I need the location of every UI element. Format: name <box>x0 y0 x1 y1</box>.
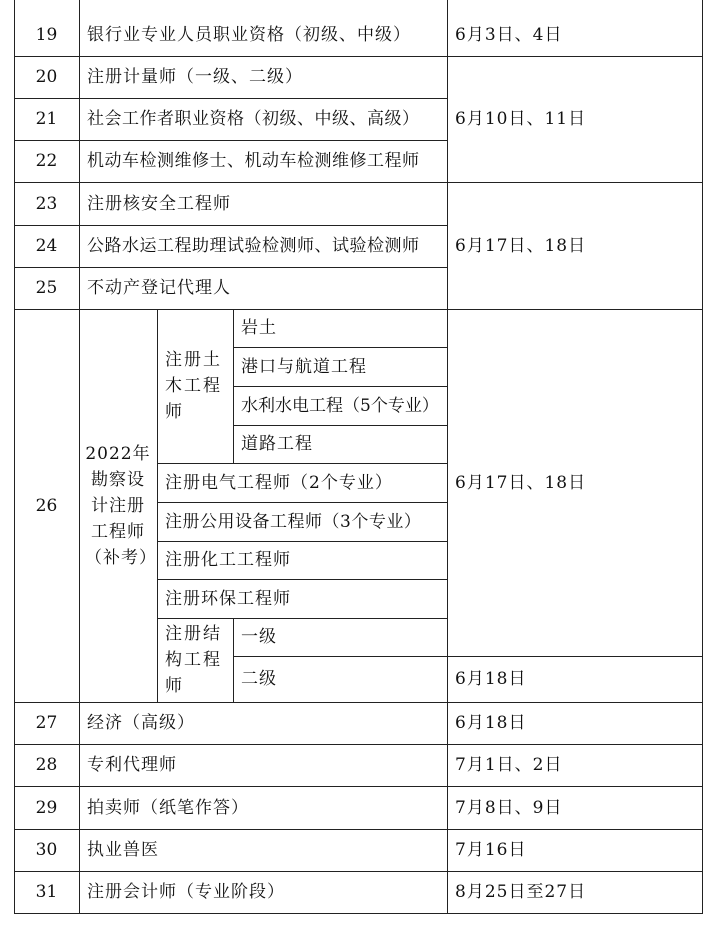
exam-name: 公路水运工程助理试验检测师、试验检测师 <box>87 236 420 256</box>
exam-date: 6月3日、4日 <box>455 25 563 45</box>
grid-line <box>14 871 703 872</box>
exam-date: 6月17日、18日 <box>455 472 587 493</box>
row-number: 24 <box>35 236 58 256</box>
exam-date: 7月16日 <box>455 840 527 860</box>
exam-date: 8月25日至27日 <box>455 882 587 902</box>
exam-date: 6月17日、18日 <box>455 235 587 256</box>
grid-line <box>14 829 703 830</box>
grid-line <box>157 463 448 464</box>
grid-line <box>14 744 703 745</box>
exam-name: 执业兽医 <box>87 840 159 860</box>
grid-line <box>157 579 448 580</box>
grid-line <box>157 541 448 542</box>
row-number: 19 <box>35 25 58 45</box>
exam-name: 专利代理师 <box>87 755 177 775</box>
grid-line <box>14 702 703 703</box>
exam-name: 注册会计师（专业阶段） <box>87 882 285 902</box>
exam-name: 机动车检测维修士、机动车检测维修工程师 <box>87 151 420 171</box>
exam-date: 6月18日 <box>455 669 527 689</box>
grid-line <box>157 502 448 503</box>
grid-line <box>79 0 80 913</box>
row-number: 28 <box>35 755 58 775</box>
exam-name: 不动产登记代理人 <box>87 278 231 298</box>
row-number: 27 <box>35 713 58 733</box>
row-number: 23 <box>35 193 58 214</box>
exam-date: 6月18日 <box>455 713 527 733</box>
grid-line <box>233 618 234 702</box>
row-number: 20 <box>35 67 58 87</box>
grid-line <box>14 140 448 141</box>
row-number: 30 <box>35 840 58 860</box>
row-number: 26 <box>35 495 58 516</box>
grid-line <box>14 56 703 57</box>
grid-line <box>14 913 703 914</box>
exam-name: 注册核安全工程师 <box>87 193 231 214</box>
grid-line <box>14 0 15 913</box>
exam-subject: 注册环保工程师 <box>165 588 291 609</box>
exam-date: 7月8日、9日 <box>455 797 563 818</box>
structural-engineer-group: 注册结构工程师 <box>165 624 222 696</box>
exam-date: 6月10日、11日 <box>455 109 587 129</box>
grid-line <box>14 267 448 268</box>
grid-line <box>157 618 448 619</box>
exam-subject: 一级 <box>241 627 277 647</box>
exam-subject: 注册公用设备工程师（3个专业） <box>165 511 422 532</box>
exam-name: 注册计量师（一级、二级） <box>87 67 303 87</box>
row-number: 25 <box>35 278 58 298</box>
exam-name: 社会工作者职业资格（初级、中级、高级） <box>87 109 420 129</box>
exam-name: 银行业专业人员职业资格（初级、中级） <box>87 25 411 45</box>
row-number: 22 <box>35 151 58 171</box>
row-number: 31 <box>35 882 58 902</box>
exam-subject: 道路工程 <box>241 434 313 454</box>
exam-subject: 注册电气工程师（2个专业） <box>165 472 393 493</box>
row-number: 29 <box>35 797 58 818</box>
grid-line <box>233 425 448 426</box>
grid-line <box>14 98 448 99</box>
grid-line <box>14 786 703 787</box>
grid-line <box>702 0 703 913</box>
exam-subject: 二级 <box>241 669 277 689</box>
exam-subject: 水利水电工程（5个专业） <box>241 395 439 416</box>
grid-line <box>233 656 703 657</box>
civil-engineer-group: 注册土木工程师 <box>165 350 222 422</box>
grid-line <box>14 182 703 183</box>
grid-line <box>14 309 703 310</box>
exam-name: 经济（高级） <box>87 713 195 733</box>
grid-line <box>14 225 448 226</box>
exam-subject: 注册化工工程师 <box>165 550 291 570</box>
grid-line <box>233 386 448 387</box>
grid-line <box>233 347 448 348</box>
grid-line <box>447 0 448 913</box>
exam-subject: 港口与航道工程 <box>241 356 367 377</box>
exam-subject: 岩土 <box>241 318 277 338</box>
row-number: 21 <box>35 109 58 129</box>
exam-group-title: 2022年勘察设计注册工程师（补考） <box>85 443 157 568</box>
exam-date: 7月1日、2日 <box>455 755 563 775</box>
exam-name: 拍卖师（纸笔作答） <box>87 797 249 818</box>
grid-line <box>157 309 158 702</box>
